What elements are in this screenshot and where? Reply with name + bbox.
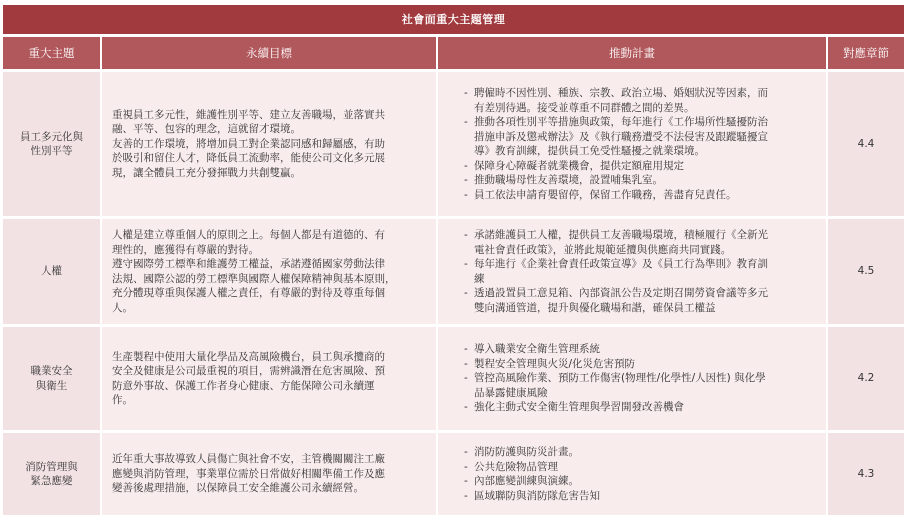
chapter-cell: 4.2 [828,327,904,430]
plan-item [444,159,818,174]
plan-item [444,357,818,372]
plan-item-text: - 公共危險物品管理 [474,460,558,473]
plan-item-text: - 員工依法申請育嬰留停，保留工作職務，善盡育兒責任。 [474,188,737,201]
goal-text: 於吸引和留住人才，降低員工流動率，能使公司文化多元展 [112,152,385,165]
goal-text: 充分體現尊重與保護人權之責任，有尊嚴的對待及尊重每個 [112,287,385,299]
goal-text: 人。 [112,301,133,314]
plan-item [444,474,818,489]
plan-item-text: 練 [474,272,485,285]
plan-item-text: - 管控高風險作業、預防工作傷害(物理性/化學性/人因性) 與化學 [474,372,766,385]
plan-cell [438,433,828,515]
sustainability-table [3,5,904,515]
topic-text: 人權 [41,265,62,278]
plan-item-text: 措施申訴及懲戒辦法》及《執行職務遭受不法侵害及跟蹤騷擾宣 [474,130,768,143]
plan-item-text: 雙向溝通管道，提升與優化職場和諧，確保員工權益 [474,301,716,314]
table-body [3,69,904,515]
table-row [3,216,904,324]
plan-cell [438,327,828,430]
table-header-row [3,37,904,69]
plan-item [444,460,818,475]
goal-cell [102,219,438,324]
goal-text: 安全及健康是公司最重視的項目，需辨識潛在危害風險、預 [112,365,385,377]
plan-item [444,115,818,159]
plan-list [444,445,818,503]
plan-item [444,445,818,460]
topic-text: 員工多元化與 [20,130,83,143]
topic-cell [3,433,102,515]
header-topic: 重大主題 [3,37,102,69]
plan-item-text: - 承諾維護員工人權，提供員工友善職場環境，積極履行《全新光 [474,229,768,241]
plan-item-text: - 聘僱時不因性別、種族、宗教、政治立場、婚姻狀況等因素，而 [474,87,768,99]
plan-item [444,342,818,357]
topic-text: 性別平等 [30,145,73,157]
goal-text: 生產製程中使用大量化學品及高風險機台，員工與承攬商的 [112,350,385,363]
plan-item-text: - 透過設置員工意見箱、內部資訊公告及定期召開勞資會議等多元 [474,287,768,299]
table-title: 社會面重大主題管理 [3,5,904,34]
topic-text: 緊急應變 [30,475,73,487]
goal-text: 近年重大事故導致人員傷亡與社會不安，主管機關關注工廠 [112,453,385,466]
plan-item-text: - 區域聯防與消防隊危害告知 [474,489,600,502]
goal-text: 作。 [112,394,133,406]
plan-item [444,400,818,415]
topic-text: 職業安全 [30,365,73,377]
plan-item-text: 有差別待遇。接受並尊重不同群體之間的差異。 [474,101,695,114]
topic-text: 消防管理與 [25,460,78,473]
plan-item [444,371,818,400]
goal-cell [102,433,438,515]
chapter-cell: 4.3 [828,433,904,515]
plan-item-text: - 導入職業安全衛生管理系統 [474,343,600,356]
plan-cell [438,219,828,324]
goal-text: 人權是建立尊重個人的原則之上。每個人都是有道德的、有 [112,229,385,241]
goal-text: 融、平等、包容的理念，這就留才環境。 [112,123,301,136]
chapter-cell: 4.5 [828,219,904,324]
goal-text: 變善後處理措施，以保障員工安全維護公司永續經營。 [112,482,364,495]
topic-text: 與衛生 [35,379,68,392]
plan-item-text: - 消防防護與防災計畫。 [474,446,579,458]
table-row [3,324,904,430]
plan-item-text: - 推動職場母性友善環境，設置哺集乳室。 [474,174,663,186]
goal-text: 遵守國際勞工標準和維護勞工權益，承諾遵循國家勞動法律 [112,258,385,270]
plan-item-text: - 推動各項性別平等措施與政策，每年進行《工作場所性騷擾防治 [474,116,768,128]
goal-text: 友善的工作環境，將增加員工對企業認同感和歸屬感，有助 [112,137,385,150]
goal-text: 重視員工多元性，維護性別平等、建立友善職場，並落實共 [112,108,385,121]
plan-item-text: - 內部應變訓練與演練。 [474,475,579,487]
goal-text: 理性的，應獲得有尊嚴的對待。 [112,243,259,256]
table-row [3,430,904,515]
goal-text: 防意外事故、保護工作者身心健康、方能保障公司永續運 [112,379,375,392]
topic-cell [3,72,102,216]
plan-item-text: 導》教育訓練，提供員工免受性騷擾之就業環境。 [474,145,705,157]
goal-text: 現，讓全體員工充分發揮戰力共創雙贏。 [112,166,301,179]
goal-cell [102,327,438,430]
plan-item-text: - 強化主動式安全衛生管理與學習開發改善機會 [474,401,684,414]
goal-text: 應變與消防管理，事業單位需於日常做好相關準備工作及應 [112,467,385,480]
plan-item [444,86,818,115]
plan-item-text: - 製程安全管理與火災/化災危害預防 [474,357,636,370]
plan-item [444,489,818,504]
goal-text: 法規、國際公認的勞工標準與國際人權保障精神與基本原則， [112,272,396,285]
plan-list [444,86,818,202]
plan-list [444,342,818,415]
header-chapter: 對應章節 [828,37,904,69]
plan-item-text: 品暴露健康風險 [474,386,548,399]
table-row [3,69,904,216]
plan-item-text: - 保障身心障礙者就業機會，提供定額雇用規定 [474,159,684,172]
plan-item-text: - 每年進行《企業社會責任政策宣導》及《員工行為準則》教育訓 [474,258,768,270]
plan-list [444,228,818,315]
plan-item [444,286,818,315]
plan-item [444,257,818,286]
plan-item [444,228,818,257]
topic-cell [3,219,102,324]
plan-item [444,188,818,203]
topic-cell [3,327,102,430]
plan-item [444,173,818,188]
header-goal: 永續目標 [102,37,438,69]
plan-cell [438,72,828,216]
plan-item-text: 電社會責任政策》，並將此規範延攬與供應商共同實踐。 [474,243,732,256]
chapter-cell: 4.4 [828,72,904,216]
goal-cell [102,72,438,216]
header-plan: 推動計畫 [438,37,828,69]
